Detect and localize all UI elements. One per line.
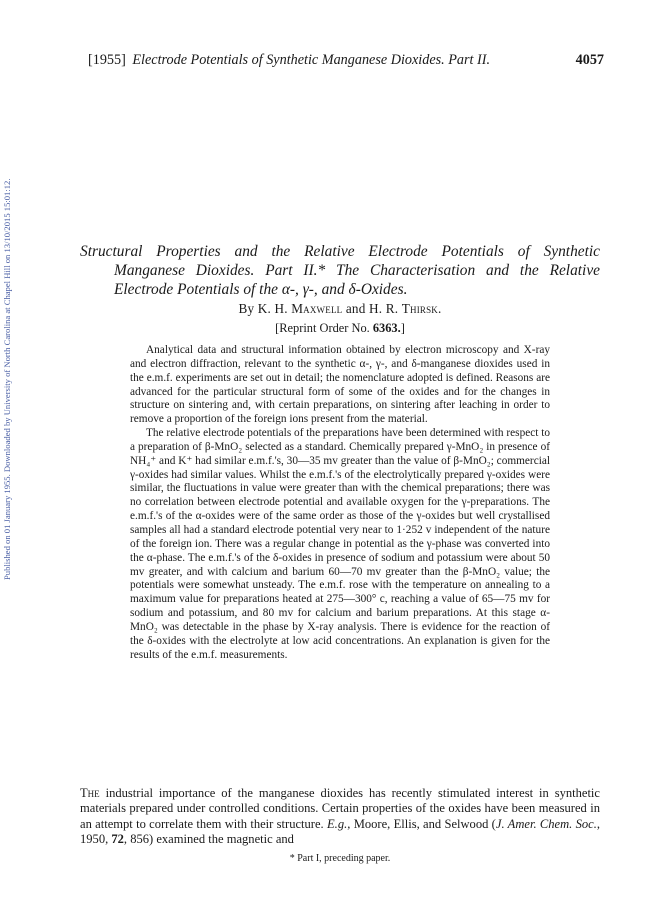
abstract-paragraph-1: Analytical data and structural information obtained by electron microscopy and X-ray and electron diffraction, relevant to the synthetic α-, γ-, and δ-manganese dioxides used in the e.m.f. experiments are set out in detail; the nomenclature adopted is defined. Reasons are advanced for the particular structural form of some of the oxides and for the changes in structure on sintering and, with certain preparations, on sintering after leaching in order to remove a proportion of the foreign ions present from the material.	[130, 344, 550, 426]
reprint-suffix: ]	[400, 321, 405, 335]
side-note-text: Published on 01 January 1955. Downloaded by University of North Carolina at Chapel Hill on 13/10/2015 15:01:12.	[2, 178, 12, 580]
footnote: * Part I, preceding paper.	[289, 853, 391, 864]
reprint-order	[80, 321, 600, 336]
article-title	[80, 242, 600, 299]
author-by: By	[238, 301, 255, 316]
title-line-2: Manganese Dioxides. Part II.* The Characterisation and the Relative	[114, 262, 600, 279]
abstract-paragraph-2: The relative electrode potentials of the preparations have been determined with respect to a preparation of β-MnO₂ selected as a standard. Chemically prepared γ-MnO₂ in presence of NH₄⁺ and K⁺ had similar e.m.f.'s, 30—35 mv greater than the value of β-MnO₂; commercial γ-oxides had similar values. Whilst the e.m.f.'s of the electrolytically prepared γ-oxides were similar, the fluctuations in value were greater than with the chemical preparations; there was no correlation between electrode potential and available oxygen for the γ-preparations. The e.m.f.'s of the α-oxides were of the same order as those of the γ-oxides but well crystallised samples all had a standard electrode potential very near to 1·252 v independent of the nature of the foreign ion. There was a regular change in potential as the γ-phase was converted into the α-phase. The e.m.f.'s of the δ-oxides in presence of sodium and potassium were about 50 mv greater, and with calcium and barium 60—70 mv greater than the β-MnO₂ value; the potentials were somewhat unsteady. The e.m.f. rose with the temperature on annealing to a maximum value for preparations heated at 275—300° c, reaching a value of 65—75 mv for sodium and potassium, and 80 mv for calcium and barium preparations. At this stage α-MnO₂ was detectable in the phase by X-ray analysis. There is evidence for the reaction of the δ-oxides with the electrolyte at low acid concentrations. An explanation is given for the results of the e.m.f. measurements.	[130, 427, 551, 661]
publication-side-note	[0, 0, 18, 912]
author-2-initials: H. R.	[369, 301, 399, 316]
journal-name: J. Amer. Chem. Soc.	[495, 816, 597, 831]
body-paragraph	[80, 786, 600, 848]
body-text-part-2: Moore, Ellis, and Selwood (	[353, 816, 496, 831]
title-line-3: Electrode Potentials of the α-, γ-, and δ-Oxides.	[114, 281, 408, 298]
author-1-surname: Maxwell	[291, 301, 343, 316]
title-line-1: Structural Properties and the Relative Electrode Potentials of Synthetic	[80, 243, 600, 260]
reprint-number: 6363.	[372, 321, 401, 335]
body-text-part-1: industrial importance of the manganese dioxides has recently stimulated interest in synthetic materials prepared under controlled conditions. Certain properties of the oxides have been measured in an attempt to correlate them with their structure.	[80, 786, 600, 831]
body-eg: E.g.,	[327, 816, 351, 831]
author-1-initials: K. H.	[257, 301, 288, 316]
running-head-title: Electrode Potentials of Synthetic Manganese Dioxides. Part II.	[132, 52, 490, 68]
abstract	[130, 344, 550, 662]
body-paragraph-1	[80, 786, 600, 848]
running-head-year: [1955]	[88, 52, 126, 68]
body-text-part-3: , 856) examined the magnetic and	[123, 832, 294, 847]
page-number: 4057	[575, 52, 604, 68]
reprint-prefix: [Reprint Order No.	[275, 321, 370, 335]
running-head	[88, 52, 604, 69]
body-lead-word: The	[80, 786, 100, 800]
author-2-surname: Thirsk.	[401, 301, 442, 316]
citation-year: , 1950,	[80, 816, 601, 847]
author-line	[80, 301, 600, 317]
citation-volume: 72	[111, 832, 124, 847]
author-and: and	[345, 301, 366, 316]
